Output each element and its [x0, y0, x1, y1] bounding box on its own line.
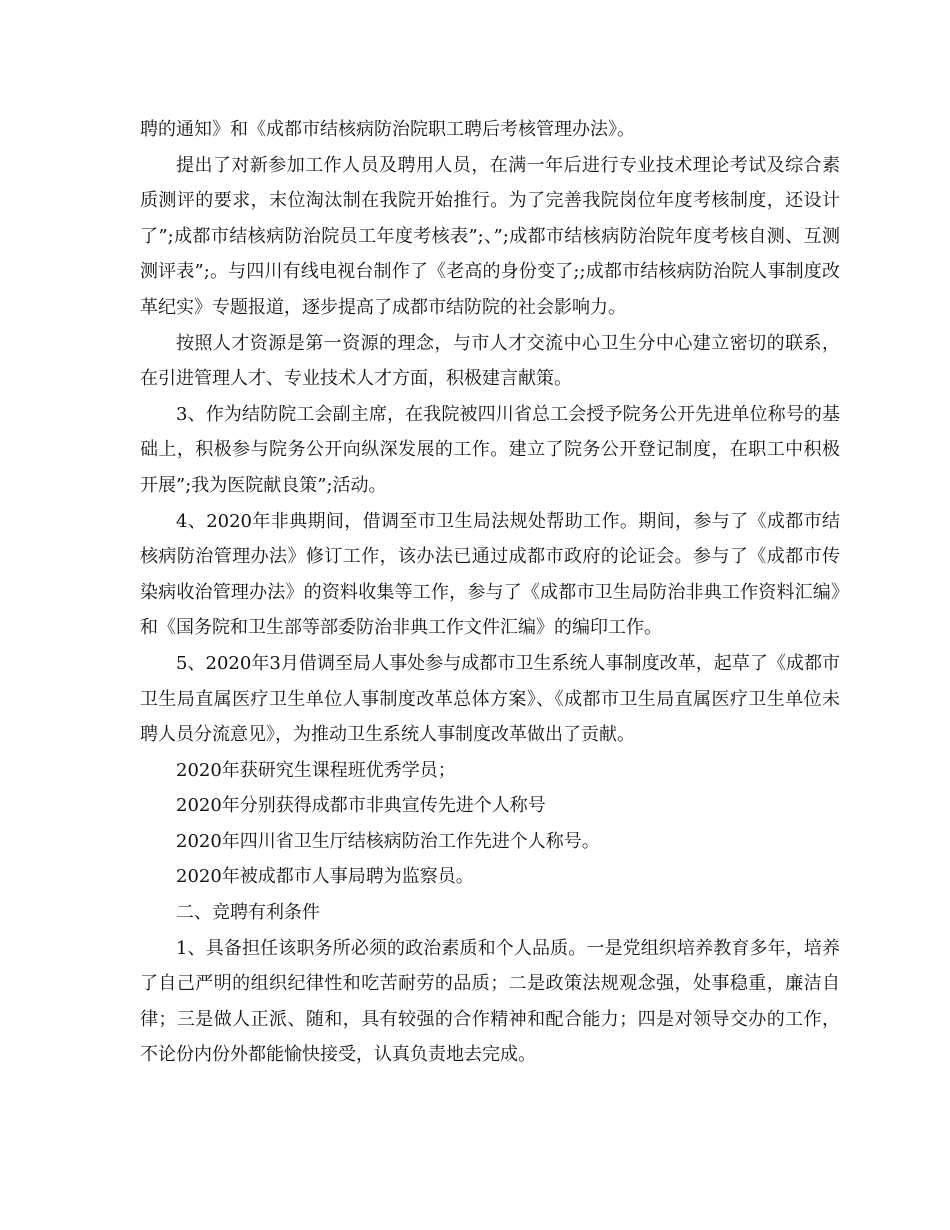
paragraph-item-4: 4、2020年非典期间，借调至市卫生局法规处帮助工作。期间，参与了《成都市结核病防治管理办法》修订工作，该办法已通过成都市政府的论证会。参与了《成都市传染病收治管理办法》的资料收集等工作，参与了《成都市卫生局防治非典工作资料汇编》和《国务院和卫生部等部委防治非典工作文件汇编》的编印工作。: [140, 510, 840, 639]
paragraph-qualification-1: 1、具备担任该职务所必须的政治素质和个人品质。一是党组织培养教育多年，培养了自己严明的组织纪律性和吃苦耐劳的品质；二是政策法规观念强，处事稳重，廉洁自律；三是做人正派、随和，具有较强的合作精神和配合能力；四是对领导交办的工作，不论份内份外都能愉快接受，认真负责地去完成。: [140, 937, 840, 1066]
award-line: 2020年获研究生课程班优秀学员；: [176, 759, 456, 781]
paragraph-assessment-requirements: 提出了对新参加工作人员及聘用人员，在满一年后进行专业技术理论考试及综合素质测评的要求，末位淘汰制在我院开始推行。为了完善我院岗位年度考核制度，还设计了”;成都市结核病防治院员工年度考核表”;、”;成都市结核病防治院年度考核自测、互测测评表”;。与四川有线电视台制作了《老高的身份变了;;成都市结核病防治院人事制度改革纪实》专题报道，逐步提高了成都市结防院的社会影响力。: [140, 154, 840, 318]
paragraph-item-5: 5、2020年3月借调至局人事处参与成都市卫生系统人事制度改革，起草了《成都市卫生局直属医疗卫生单位人事制度改革总体方案》、《成都市卫生局直属医疗卫生单位未聘人员分流意见》，为推动卫生系统人事制度改革做出了贡献。: [140, 652, 840, 746]
award-line: 2020年四川省卫生厅结核病防治工作先进个人称号。: [176, 830, 600, 852]
section-heading: 二、竞聘有利条件: [176, 902, 320, 924]
paragraph-talent-resources: 按照人才资源是第一资源的理念，与市人才交流中心卫生分中心建立密切的联系，在引进管理人才、专业技术人才方面，积极建言献策。: [140, 332, 840, 390]
award-line: 2020年被成都市人事局聘为监察员。: [176, 866, 474, 888]
award-line: 2020年分别获得成都市非典宣传先进个人称号: [176, 795, 546, 817]
document-body: [140, 112, 840, 1073]
paragraph-item-3: 3、作为结防院工会副主席，在我院被四川省总工会授予院务公开先进单位称号的基础上，积极参与院务公开向纵深发展的工作。建立了院务公开登记制度，在职工中积极开展”;我为医院献良策”;活动。: [140, 403, 840, 496]
paragraph-continuation: 聘的通知》和《成都市结核病防治院职工聘后考核管理办法》。: [140, 119, 635, 140]
